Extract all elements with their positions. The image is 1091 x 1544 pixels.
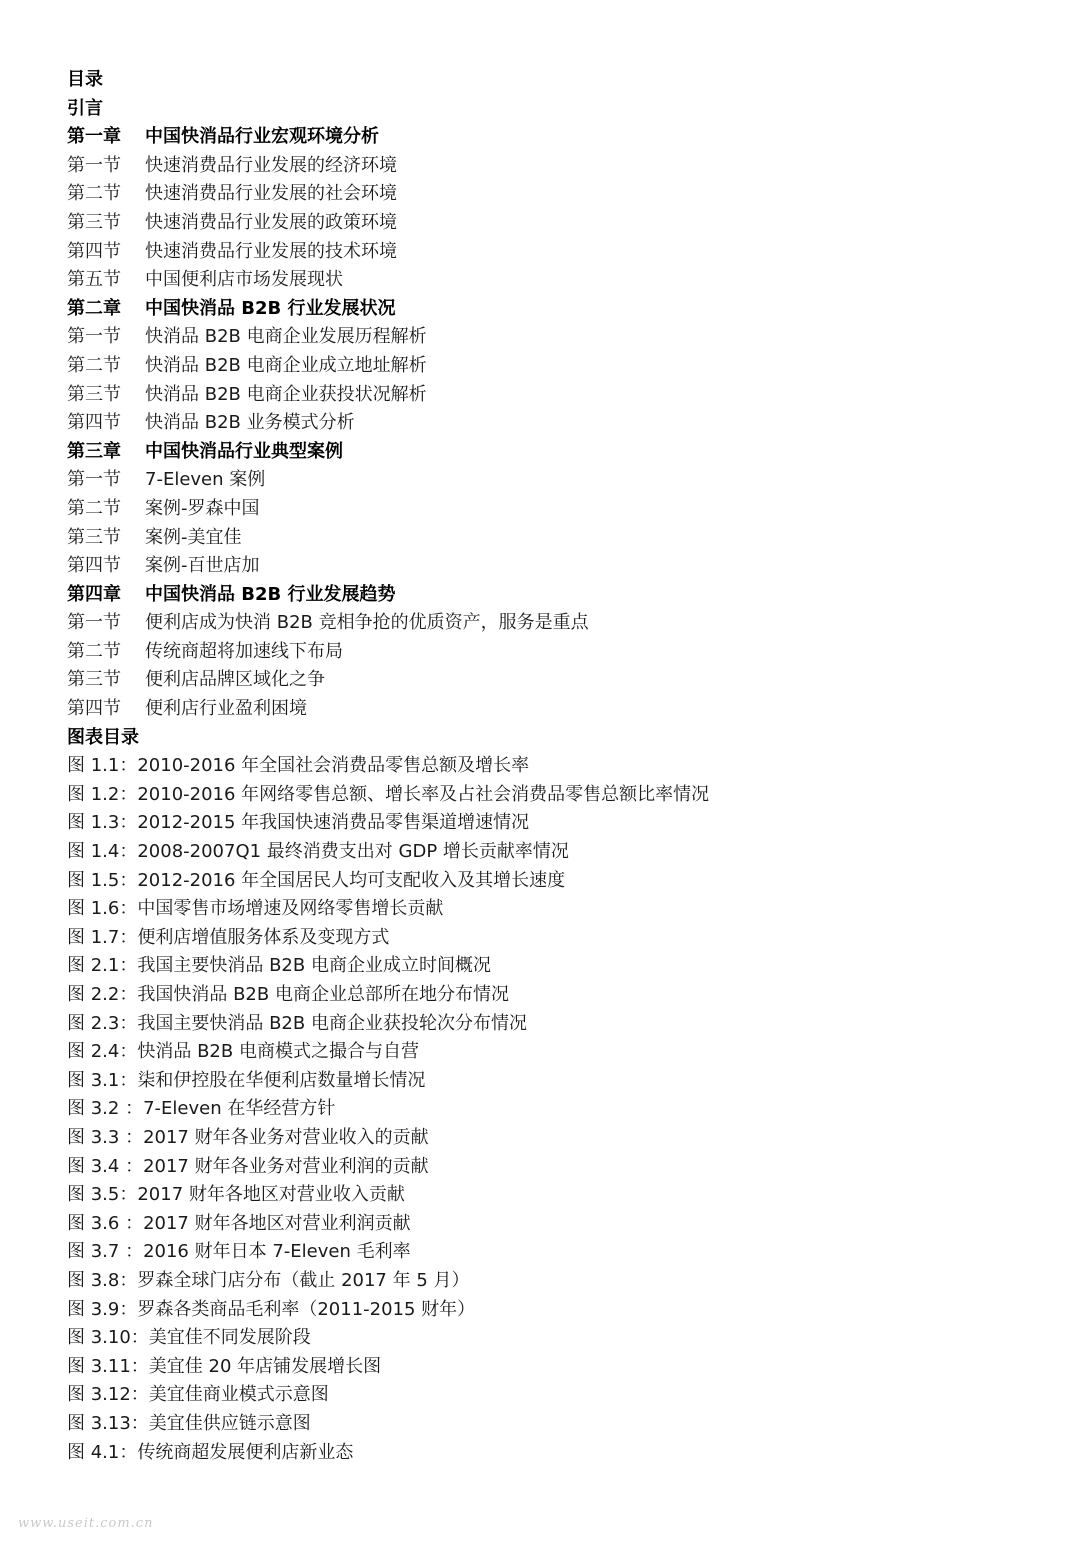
section-entry xyxy=(67,609,1057,638)
section-entry xyxy=(67,180,1057,209)
section-entry xyxy=(67,495,1057,524)
figure-list xyxy=(67,752,1057,1467)
section-title: 快速消费品行业发展的技术环境 xyxy=(145,240,397,262)
section-number: 第三节 xyxy=(67,669,121,691)
section-title: 快速消费品行业发展的经济环境 xyxy=(145,154,397,176)
figure-entry: 图 2.1：我国主要快消品 B2B 电商企业成立时间概况 xyxy=(67,955,491,977)
chapter-heading xyxy=(67,295,1057,324)
section-entry xyxy=(67,381,1057,410)
section-entry xyxy=(67,152,1057,181)
figure-entry: 图 3.10：美宜佳不同发展阶段 xyxy=(67,1327,311,1349)
figure-entry: 图 3.7 ：2016 财年日本 7-Eleven 毛利率 xyxy=(67,1241,411,1263)
section-entry xyxy=(67,695,1057,724)
figure-entry: 图 2.3：我国主要快消品 B2B 电商企业获投轮次分布情况 xyxy=(67,1012,527,1034)
section-entry xyxy=(67,266,1057,295)
section-number: 第二节 xyxy=(67,354,121,376)
chapter-title: 中国快消品 B2B 行业发展趋势 xyxy=(145,583,396,605)
section-entry xyxy=(67,552,1057,581)
chapter-heading xyxy=(67,438,1057,467)
figure-entry: 图 1.6：中国零售市场增速及网络零售增长贡献 xyxy=(67,898,444,920)
intro-heading: 引言 xyxy=(67,97,103,119)
section-entry xyxy=(67,409,1057,438)
figure-entry: 图 1.4：2008-2007Q1 最终消费支出对 GDP 增长贡献率情况 xyxy=(67,841,569,863)
chapter-title: 中国快消品 B2B 行业发展状况 xyxy=(145,297,396,319)
figure-entry: 图 3.3 ：2017 财年各业务对营业收入的贡献 xyxy=(67,1126,429,1148)
chapter-number: 第四章 xyxy=(67,583,121,605)
figure-entry: 图 3.13：美宜佳供应链示意图 xyxy=(67,1412,311,1434)
section-entry xyxy=(67,524,1057,553)
section-title: 传统商超将加速线下布局 xyxy=(145,640,343,662)
figure-entry: 图 3.1：柒和伊控股在华便利店数量增长情况 xyxy=(67,1069,426,1091)
section-number: 第三节 xyxy=(67,211,121,233)
section-entry xyxy=(67,209,1057,238)
figure-entry: 图 3.12：美宜佳商业模式示意图 xyxy=(67,1384,329,1406)
section-title: 快消品 B2B 电商企业获投状况解析 xyxy=(145,383,427,405)
section-entry xyxy=(67,638,1057,667)
section-title: 便利店品牌区域化之争 xyxy=(145,669,325,691)
section-title: 案例-美宜佳 xyxy=(145,526,242,548)
section-number: 第一节 xyxy=(67,154,121,176)
chapter-number: 第一章 xyxy=(67,126,121,148)
watermark: www.useit.com.cn xyxy=(18,1516,154,1531)
section-entry xyxy=(67,238,1057,267)
section-title: 7-Eleven 案例 xyxy=(145,469,266,491)
figure-entry: 图 3.4 ：2017 财年各业务对营业利润的贡献 xyxy=(67,1155,429,1177)
figure-entry: 图 3.2 ：7-Eleven 在华经营方针 xyxy=(67,1098,336,1120)
chapter-title: 中国快消品行业典型案例 xyxy=(145,440,343,462)
figure-entry: 图 3.6 ：2017 财年各地区对营业利润贡献 xyxy=(67,1212,411,1234)
chapter-heading xyxy=(67,123,1057,152)
section-number: 第一节 xyxy=(67,326,121,348)
figure-entry: 图 1.2：2010-2016 年网络零售总额、增长率及占社会消费品零售总额比率情况 xyxy=(67,783,710,805)
section-title: 中国便利店市场发展现状 xyxy=(145,269,343,291)
document-page xyxy=(67,66,1057,1467)
figure-entry: 图 1.1：2010-2016 年全国社会消费品零售总额及增长率 xyxy=(67,755,530,777)
section-number: 第四节 xyxy=(67,555,121,577)
section-title: 快速消费品行业发展的政策环境 xyxy=(145,211,397,233)
figure-entry: 图 1.7：便利店增值服务体系及变现方式 xyxy=(67,926,390,948)
figure-entry: 图 3.5：2017 财年各地区对营业收入贡献 xyxy=(67,1184,405,1206)
figure-entry: 图 1.3：2012-2015 年我国快速消费品零售渠道增速情况 xyxy=(67,812,530,834)
section-entry xyxy=(67,323,1057,352)
section-title: 案例-百世店加 xyxy=(145,555,260,577)
chapter-heading xyxy=(67,581,1057,610)
figure-entry: 图 4.1：传统商超发展便利店新业态 xyxy=(67,1441,354,1463)
section-title: 快消品 B2B 业务模式分析 xyxy=(145,412,355,434)
section-number: 第三节 xyxy=(67,526,121,548)
section-number: 第二节 xyxy=(67,183,121,205)
section-title: 案例-罗森中国 xyxy=(145,497,260,519)
figure-entry: 图 3.9：罗森各类商品毛利率（2011-2015 财年） xyxy=(67,1298,476,1320)
section-title: 快消品 B2B 电商企业发展历程解析 xyxy=(145,326,427,348)
figure-entry: 图 1.5：2012-2016 年全国居民人均可支配收入及其增长速度 xyxy=(67,869,566,891)
section-entry xyxy=(67,666,1057,695)
toc-heading: 目录 xyxy=(67,69,103,90)
chapter-number: 第二章 xyxy=(67,297,121,319)
section-title: 便利店行业盈利困境 xyxy=(145,698,307,720)
section-title: 快速消费品行业发展的社会环境 xyxy=(145,183,397,205)
section-number: 第五节 xyxy=(67,269,121,291)
section-number: 第一节 xyxy=(67,612,121,634)
section-entry xyxy=(67,352,1057,381)
figure-entry: 图 3.8：罗森全球门店分布（截止 2017 年 5 月） xyxy=(67,1269,470,1291)
chapter-number: 第三章 xyxy=(67,440,121,462)
section-number: 第三节 xyxy=(67,383,121,405)
section-entry xyxy=(67,466,1057,495)
section-number: 第二节 xyxy=(67,497,121,519)
figures-heading: 图表目录 xyxy=(67,726,139,748)
chapter-list xyxy=(67,123,1057,723)
section-number: 第四节 xyxy=(67,240,121,262)
figure-entry: 图 3.11：美宜佳 20 年店铺发展增长图 xyxy=(67,1355,382,1377)
figure-entry: 图 2.4：快消品 B2B 电商模式之撮合与自营 xyxy=(67,1041,419,1063)
figure-entry: 图 2.2：我国快消品 B2B 电商企业总部所在地分布情况 xyxy=(67,984,509,1005)
section-number: 第四节 xyxy=(67,698,121,720)
section-number: 第四节 xyxy=(67,412,121,434)
section-number: 第一节 xyxy=(67,469,121,491)
section-number: 第二节 xyxy=(67,640,121,662)
chapter-title: 中国快消品行业宏观环境分析 xyxy=(145,126,379,148)
section-title: 快消品 B2B 电商企业成立地址解析 xyxy=(145,354,427,376)
section-title: 便利店成为快消 B2B 竞相争抢的优质资产，服务是重点 xyxy=(145,612,589,634)
